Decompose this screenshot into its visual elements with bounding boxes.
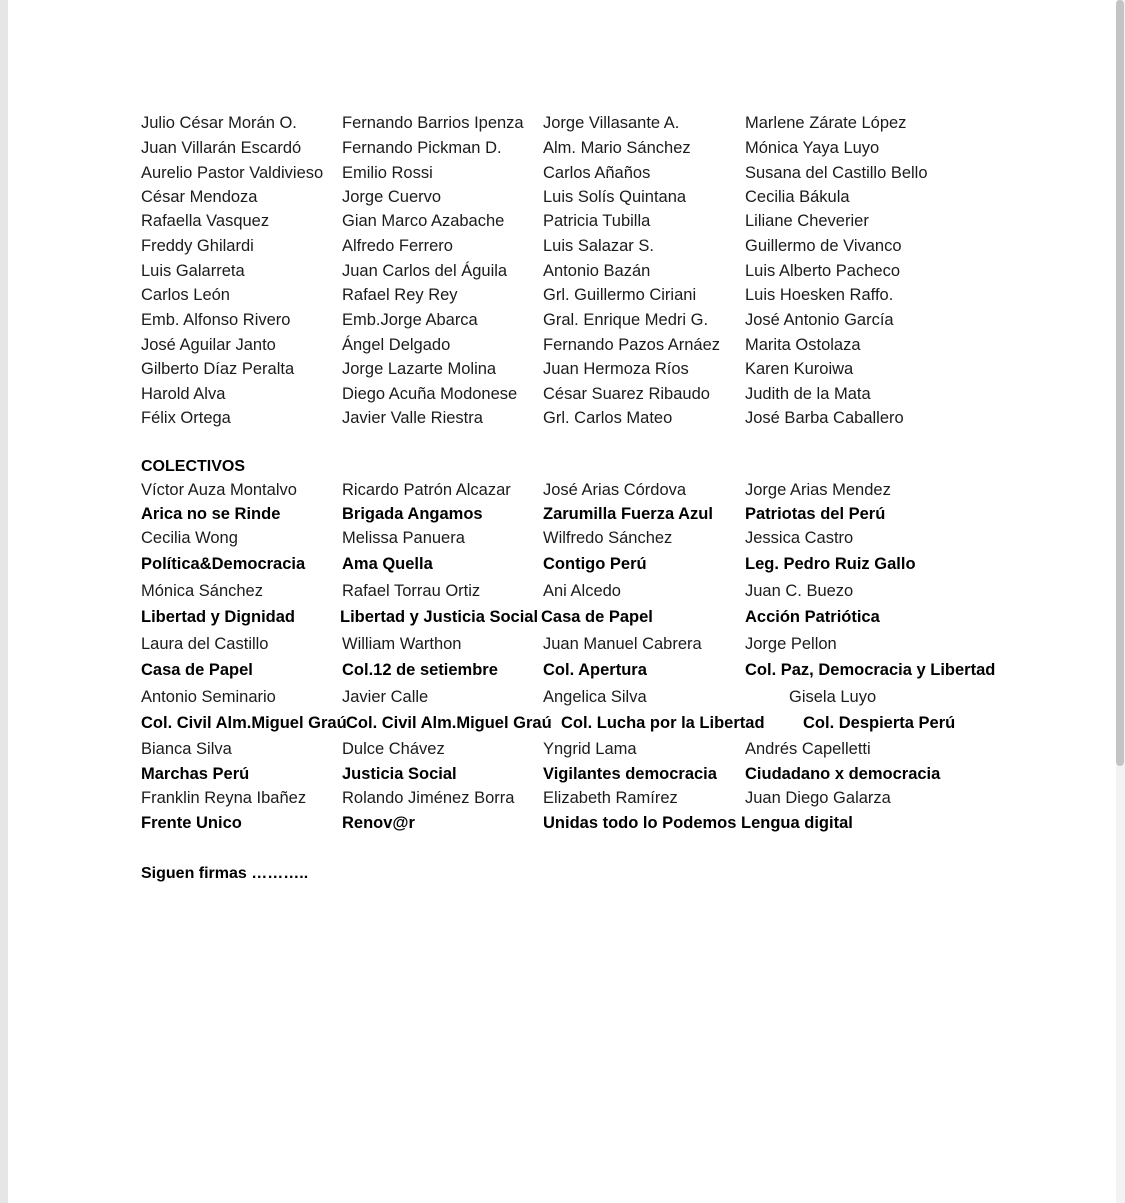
collective-row (8, 764, 1116, 788)
signatory-name: Ricardo Patrón Alcazar (342, 481, 511, 499)
collective-name: Justicia Social (342, 765, 457, 783)
signatory-name: Guillermo de Vivanco (745, 237, 902, 255)
signatory-name: Juan Manuel Cabrera (543, 635, 702, 653)
signatory-name: William Warthon (342, 635, 462, 653)
collective-name: Patriotas del Perú (745, 505, 886, 523)
name-row (8, 236, 1116, 260)
signatory-name: Elizabeth Ramírez (543, 789, 678, 807)
signatory-name: Juan C. Buezo (745, 582, 854, 600)
signatory-name: Mónica Sánchez (141, 582, 263, 600)
signatory-name: Luis Solís Quintana (543, 188, 687, 206)
collective-name: Col. Lucha por la Libertad (561, 714, 765, 732)
signatory-name: Emb.Jorge Abarca (342, 311, 478, 329)
name-row (8, 359, 1116, 383)
signatory-name: Carlos Añaños (543, 164, 651, 182)
signatory-name: Fernando Pazos Arnáez (543, 336, 721, 354)
name-row (8, 480, 1116, 504)
signatory-name: Gral. Enrique Medri G. (543, 311, 709, 329)
signatory-name: Marlene Zárate López (745, 114, 907, 132)
name-row (8, 138, 1116, 162)
collective-name: Zarumilla Fuerza Azul (543, 505, 713, 523)
collective-name: Col. Apertura (543, 661, 647, 679)
signatory-name: Jorge Cuervo (342, 188, 442, 206)
collective-name: Vigilantes democracia (543, 765, 717, 783)
signatory-name: Cecilia Wong (141, 529, 238, 547)
collective-name: Frente Unico (141, 814, 242, 832)
signatory-name: José Barba Caballero (745, 409, 904, 427)
collective-name: Ciudadano x democracia (745, 765, 941, 783)
collective-name: Col. Despierta Perú (803, 714, 956, 732)
signatory-name: Liliane Cheverier (745, 212, 869, 230)
collective-name: Leg. Pedro Ruiz Gallo (745, 555, 916, 573)
signatory-name: Mónica Yaya Luyo (745, 139, 880, 157)
signatory-name: Félix Ortega (141, 409, 231, 427)
collective-row (8, 660, 1116, 684)
signatory-name: Luis Hoesken Raffo. (745, 286, 894, 304)
signatory-name: José Arias Córdova (543, 481, 687, 499)
signatory-name: Angelica Silva (543, 688, 647, 706)
signatory-name: Alm. Mario Sánchez (543, 139, 691, 157)
collective-row (8, 554, 1116, 578)
signatory-name: Javier Calle (342, 688, 429, 706)
signatory-name: Karen Kuroiwa (745, 360, 854, 378)
collective-name: Unidas todo lo Podemos (543, 814, 737, 832)
name-row (8, 739, 1116, 763)
signatory-name: César Suarez Ribaudo (543, 385, 710, 403)
signatory-name: Ángel Delgado (342, 336, 451, 354)
signatory-name: Emilio Rossi (342, 164, 433, 182)
name-row (8, 261, 1116, 285)
signatory-name: Juan Carlos del Águila (342, 262, 508, 280)
signatory-name: Jorge Pellon (745, 635, 837, 653)
signatory-name: Fernando Pickman D. (342, 139, 502, 157)
signatory-name: Jorge Lazarte Molina (342, 360, 497, 378)
signatory-name: Luis Alberto Pacheco (745, 262, 901, 280)
name-row (8, 384, 1116, 408)
collective-name: Política&Democracia (141, 555, 306, 573)
signatory-name: Víctor Auza Montalvo (141, 481, 297, 499)
continues-signatures-note: Siguen firmas ……….. (141, 865, 309, 882)
signatory-name: Grl. Guillermo Ciriani (543, 286, 697, 304)
collective-name: Acción Patriótica (745, 608, 880, 626)
signatory-name: Luis Galarreta (141, 262, 245, 280)
signatory-name: Aurelio Pastor Valdivieso (141, 164, 324, 182)
signatory-name: Susana del Castillo Bello (745, 164, 928, 182)
name-row (8, 335, 1116, 359)
signatory-name: José Aguilar Janto (141, 336, 276, 354)
collective-name: Col. Civil Alm.Miguel Graú (141, 714, 347, 732)
collective-name: Ama Quella (342, 555, 433, 573)
signatory-name: Rolando Jiménez Borra (342, 789, 515, 807)
signatory-name: Grl. Carlos Mateo (543, 409, 673, 427)
name-row (8, 285, 1116, 309)
signatory-name: Rafael Torrau Ortiz (342, 582, 481, 600)
signatory-name: Alfredo Ferrero (342, 237, 453, 255)
signatory-name: Antonio Seminario (141, 688, 276, 706)
collectives-heading: COLECTIVOS (141, 458, 246, 475)
signatory-name: José Antonio García (745, 311, 894, 329)
signatory-name: Gisela Luyo (789, 688, 877, 706)
collective-name: Libertad y Dignidad (141, 608, 296, 626)
signatory-name: Jorge Villasante A. (543, 114, 680, 132)
collective-row (8, 813, 1116, 837)
signatory-name: Marita Ostolaza (745, 336, 861, 354)
name-row (8, 687, 1116, 711)
collective-name: Col.12 de setiembre (342, 661, 498, 679)
signatory-name: Antonio Bazán (543, 262, 651, 280)
name-row (8, 528, 1116, 552)
signatory-name: Franklin Reyna Ibañez (141, 789, 307, 807)
signatory-name: Harold Alva (141, 385, 226, 403)
signatory-name: Judith de la Mata (745, 385, 871, 403)
collective-name: Brigada Angamos (342, 505, 483, 523)
document-page (8, 0, 1116, 1203)
signatory-name: Dulce Chávez (342, 740, 445, 758)
signatory-name: Julio César Morán O. (141, 114, 297, 132)
collective-name: Casa de Papel (541, 608, 653, 626)
signatory-name: Gilberto Díaz Peralta (141, 360, 295, 378)
signatory-name: Fernando Barrios Ipenza (342, 114, 524, 132)
signatory-name: Ani Alcedo (543, 582, 621, 600)
signatory-name: Wilfredo Sánchez (543, 529, 673, 547)
name-row (8, 187, 1116, 211)
name-row (8, 408, 1116, 432)
signatory-name: Bianca Silva (141, 740, 232, 758)
signatory-name: Javier Valle Riestra (342, 409, 483, 427)
name-row (8, 163, 1116, 187)
signatory-name: Rafaella Vasquez (141, 212, 270, 230)
signatory-name: Emb. Alfonso Rivero (141, 311, 291, 329)
signatory-name: Rafael Rey Rey (342, 286, 458, 304)
signatory-name: Patricia Tubilla (543, 212, 651, 230)
collective-name: Contigo Perú (543, 555, 647, 573)
signatory-name: Jessica Castro (745, 529, 854, 547)
collective-name: Marchas Perú (141, 765, 250, 783)
name-row (8, 113, 1116, 137)
name-row (8, 310, 1116, 334)
collective-row (8, 504, 1116, 528)
collective-name: Col. Paz, Democracia y Libertad (745, 661, 996, 679)
collective-name: Arica no se Rinde (141, 505, 281, 523)
name-row (8, 581, 1116, 605)
signatory-name: Carlos León (141, 286, 230, 304)
signatory-name: Andrés Capelletti (745, 740, 871, 758)
signatory-name: Juan Hermoza Ríos (543, 360, 689, 378)
signatory-name: Diego Acuña Modonese (342, 385, 518, 403)
signatory-name: Gian Marco Azabache (342, 212, 505, 230)
scrollbar-thumb[interactable] (1116, 0, 1124, 766)
signatory-name: Melissa Panuera (342, 529, 465, 547)
collective-name: Lengua digital (741, 814, 853, 832)
collective-name: Renov@r (342, 814, 415, 832)
collective-name: Libertad y Justicia Social (340, 608, 539, 626)
signatory-name: Laura del Castillo (141, 635, 269, 653)
name-row (8, 211, 1116, 235)
signatory-name: Yngrid Lama (543, 740, 637, 758)
signatory-name: Luis Salazar S. (543, 237, 654, 255)
collective-name: Col. Civil Alm.Miguel Graú (346, 714, 552, 732)
signatory-name: Cecilia Bákula (745, 188, 850, 206)
signatory-name: Juan Villarán Escardó (141, 139, 302, 157)
collective-name: Casa de Papel (141, 661, 253, 679)
signatory-name: Jorge Arias Mendez (745, 481, 891, 499)
signatory-name: César Mendoza (141, 188, 258, 206)
collective-row (8, 607, 1116, 631)
name-row (8, 634, 1116, 658)
collective-row (8, 713, 1116, 737)
vertical-scrollbar[interactable] (1116, 0, 1125, 1203)
signatory-name: Juan Diego Galarza (745, 789, 891, 807)
name-row (8, 788, 1116, 812)
signatory-name: Freddy Ghilardi (141, 237, 254, 255)
